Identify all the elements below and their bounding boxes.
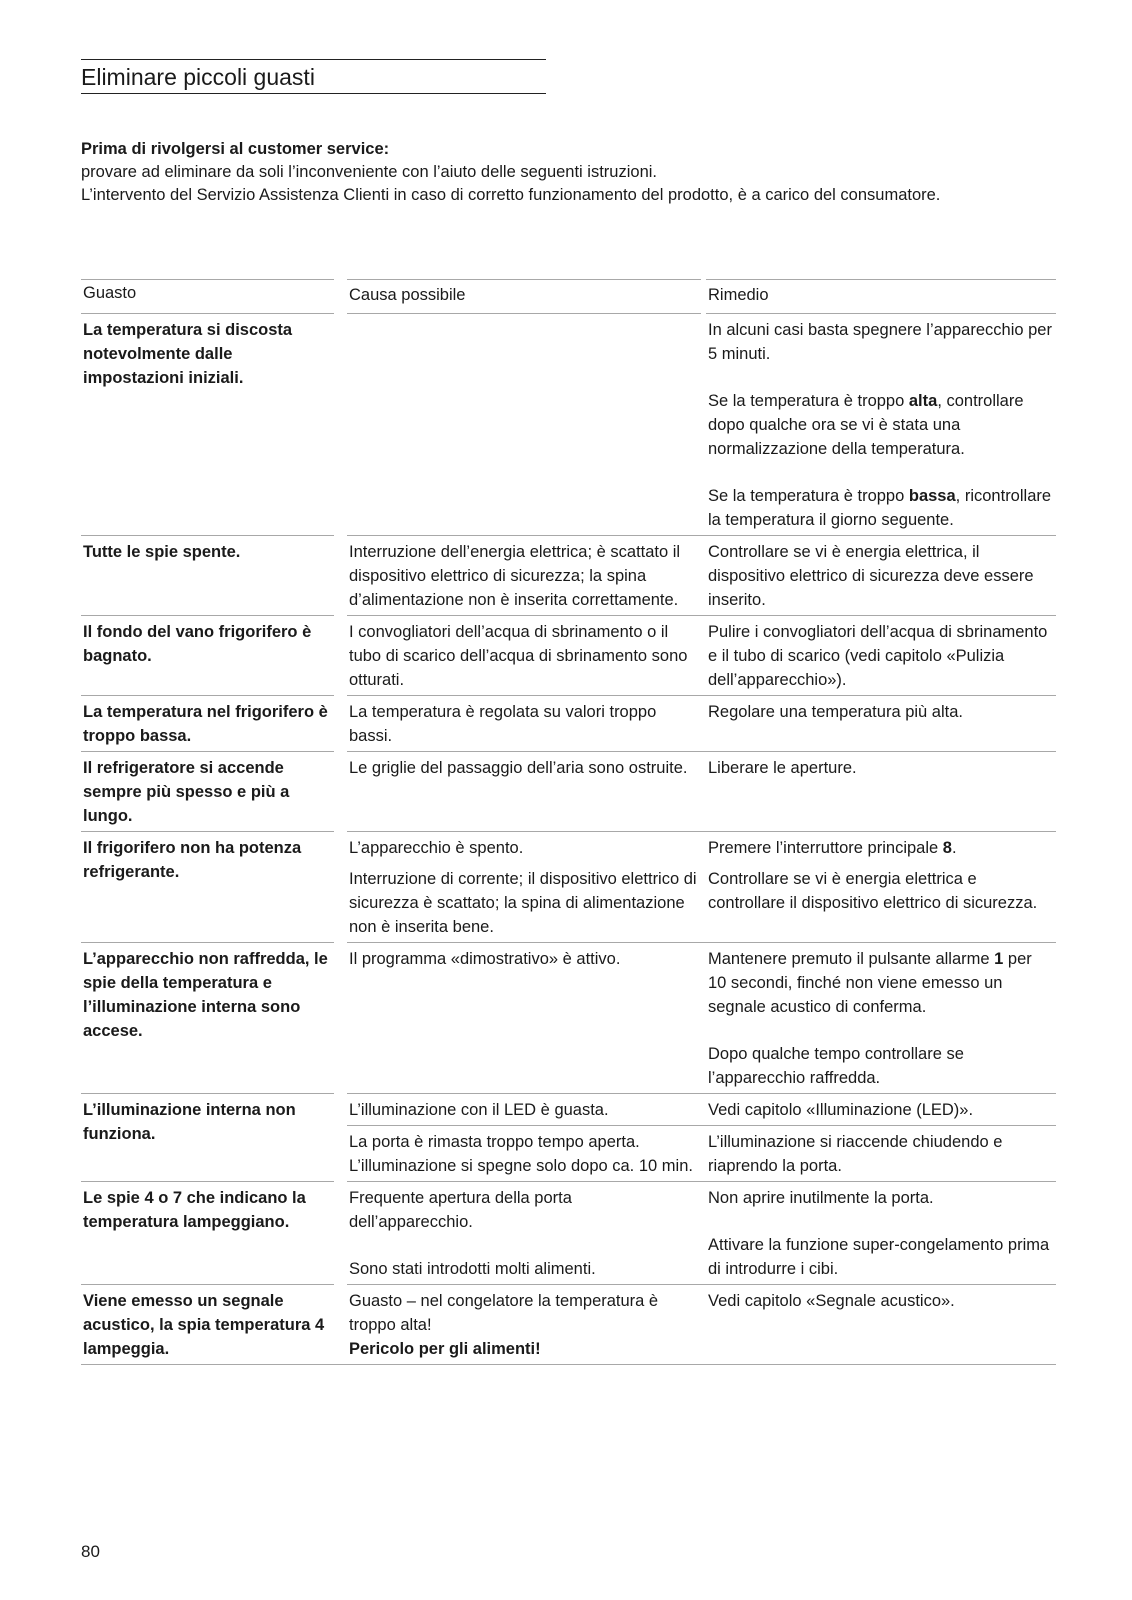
fault-cell: La temperatura nel frigorifero è troppo bassa. [81, 695, 334, 751]
title-rule-bottom [81, 93, 546, 94]
header-cause: Causa possibile [347, 279, 701, 314]
title-rule-top [81, 59, 546, 60]
fault-cell: L’apparecchio non raffredda, le spie della temperatura e l’illuminazione interna sono accese. [81, 942, 334, 1093]
cause-cell: I convogliatori dell’acqua di sbrinamento o il tubo di scarico dell’acqua di sbrinamento sono otturati. [349, 623, 688, 689]
cause-cell: La porta è rimasta troppo tempo aperta. L’illuminazione si spegne solo dopo ca. 10 min. [349, 1133, 693, 1175]
remedy-cell: Premere l’interruttore principale 8. [708, 839, 957, 857]
table-row [81, 314, 1056, 535]
fault-cell: Viene emesso un segnale acustico, la spia temperatura 4 lampeggia. [81, 1284, 334, 1364]
table-row [81, 1284, 1056, 1364]
cause-cell [347, 314, 701, 535]
remedy-cell: Pulire i convogliatori dell’acqua di sbrinamento e il tubo di scarico (vedi capitolo «Pulizia dell’apparecchio»). [708, 623, 1048, 689]
remedy-cell: Regolare una temperatura più alta. [708, 703, 963, 721]
cause-cell: Le griglie del passaggio dell’aria sono ostruite. [349, 759, 688, 777]
remedy-cell: Vedi capitolo «Segnale acustico». [708, 1292, 955, 1310]
cause-cell: L’apparecchio è spento. [349, 839, 524, 857]
cause-paragraph: Frequente apertura della porta dell’apparecchio. [349, 1189, 572, 1231]
remedy-cell [706, 1182, 1056, 1284]
remedy-paragraph: Se la temperatura è troppo bassa, ricontrollare la temperatura il giorno seguente. [708, 487, 1052, 529]
remedy-cell: L’illuminazione si riaccende chiudendo e riaprendo la porta. [708, 1133, 1003, 1175]
remedy-cell: Controllare se vi è energia elettrica e controllare il dispositivo elettrico di sicurezza. [708, 870, 1038, 912]
intro-line-2: L’intervento del Servizio Assistenza Clienti in caso di corretto funzionamento del prodotto, è a carico del consumatore. [81, 186, 941, 204]
fault-cell: Tutte le spie spente. [81, 535, 334, 615]
cause-cell: Interruzione di corrente; il dispositivo elettrico di sicurezza è scattato; la spina di alimentazione non è inserita bene. [349, 870, 697, 936]
table-row [81, 695, 1056, 751]
remedy-cell [706, 943, 1056, 1093]
remedy-cell: Liberare le aperture. [708, 759, 857, 777]
cause-cell: Interruzione dell’energia elettrica; è scattato il dispositivo elettrico di sicurezza; la spina d’alimentazione non è inserita correttamente. [349, 543, 681, 609]
troubleshooting-table [81, 279, 1056, 1365]
fault-cell: L’illuminazione interna non funziona. [81, 1093, 334, 1181]
table-bottom-rule [81, 1364, 1056, 1365]
fault-cell: Il refrigeratore si accende sempre più spesso e più a lungo. [81, 751, 334, 831]
fault-cell: Il fondo del vano frigorifero è bagnato. [81, 615, 334, 695]
fault-cell: Il frigorifero non ha potenza refrigerante. [81, 831, 334, 942]
remedy-paragraph: Dopo qualche tempo controllare se l’apparecchio raffredda. [708, 1045, 964, 1087]
remedy-cell: Controllare se vi è energia elettrica, il dispositivo elettrico di sicurezza deve essere inserito. [708, 543, 1034, 609]
remedy-paragraph: Non aprire inutilmente la porta. [708, 1189, 934, 1207]
header-fault: Guasto [81, 279, 334, 314]
cause-cell [347, 1182, 701, 1284]
remedy-paragraph: Se la temperatura è troppo alta, controllare dopo qualche ora se vi è stata una normalizzazione della temperatura. [708, 392, 1024, 458]
remedy-cell [706, 314, 1056, 535]
table-row [81, 1093, 1056, 1181]
warning-text: Pericolo per gli alimenti! [349, 1340, 541, 1358]
cause-cell: Il programma «dimostrativo» è attivo. [349, 950, 621, 968]
intro-line-1: provare ad eliminare da soli l’inconveniente con l’aiuto delle seguenti istruzioni. [81, 163, 658, 181]
page-number: 80 [81, 1542, 100, 1561]
cause-cell: La temperatura è regolata su valori troppo bassi. [349, 703, 657, 745]
intro [81, 138, 1071, 207]
fault-cell: Le spie 4 o 7 che indicano la temperatura lampeggiano. [81, 1181, 334, 1284]
remedy-paragraph: Attivare la funzione super-congelamento prima di introdurre i cibi. [708, 1236, 1050, 1278]
table-row [81, 831, 1056, 942]
table-row [81, 1181, 1056, 1284]
header-remedy: Rimedio [706, 279, 1056, 314]
remedy-cell: Vedi capitolo «Illuminazione (LED)». [708, 1101, 974, 1119]
intro-lead: Prima di rivolgersi al customer service: [81, 140, 390, 158]
table-row [81, 751, 1056, 831]
cause-cell: Guasto – nel congelatore la temperatura è troppo alta! Pericolo per gli alimenti! [347, 1285, 701, 1364]
fault-cell: La temperatura si discosta notevolmente dalle impostazioni iniziali. [83, 321, 293, 387]
cause-paragraph: Sono stati introdotti molti alimenti. [349, 1260, 596, 1278]
page-title: Eliminare piccoli guasti [81, 64, 315, 90]
table-row [81, 615, 1056, 695]
table-row [81, 942, 1056, 1093]
remedy-paragraph: In alcuni casi basta spegnere l’apparecchio per 5 minuti. [708, 321, 1052, 363]
cause-cell: L’illuminazione con il LED è guasta. [349, 1101, 609, 1119]
table-header [81, 279, 1056, 314]
remedy-paragraph: Mantenere premuto il pulsante allarme 1 per 10 secondi, finché non viene emesso un segnale acustico di conferma. [708, 950, 1032, 1016]
table-row [81, 535, 1056, 615]
